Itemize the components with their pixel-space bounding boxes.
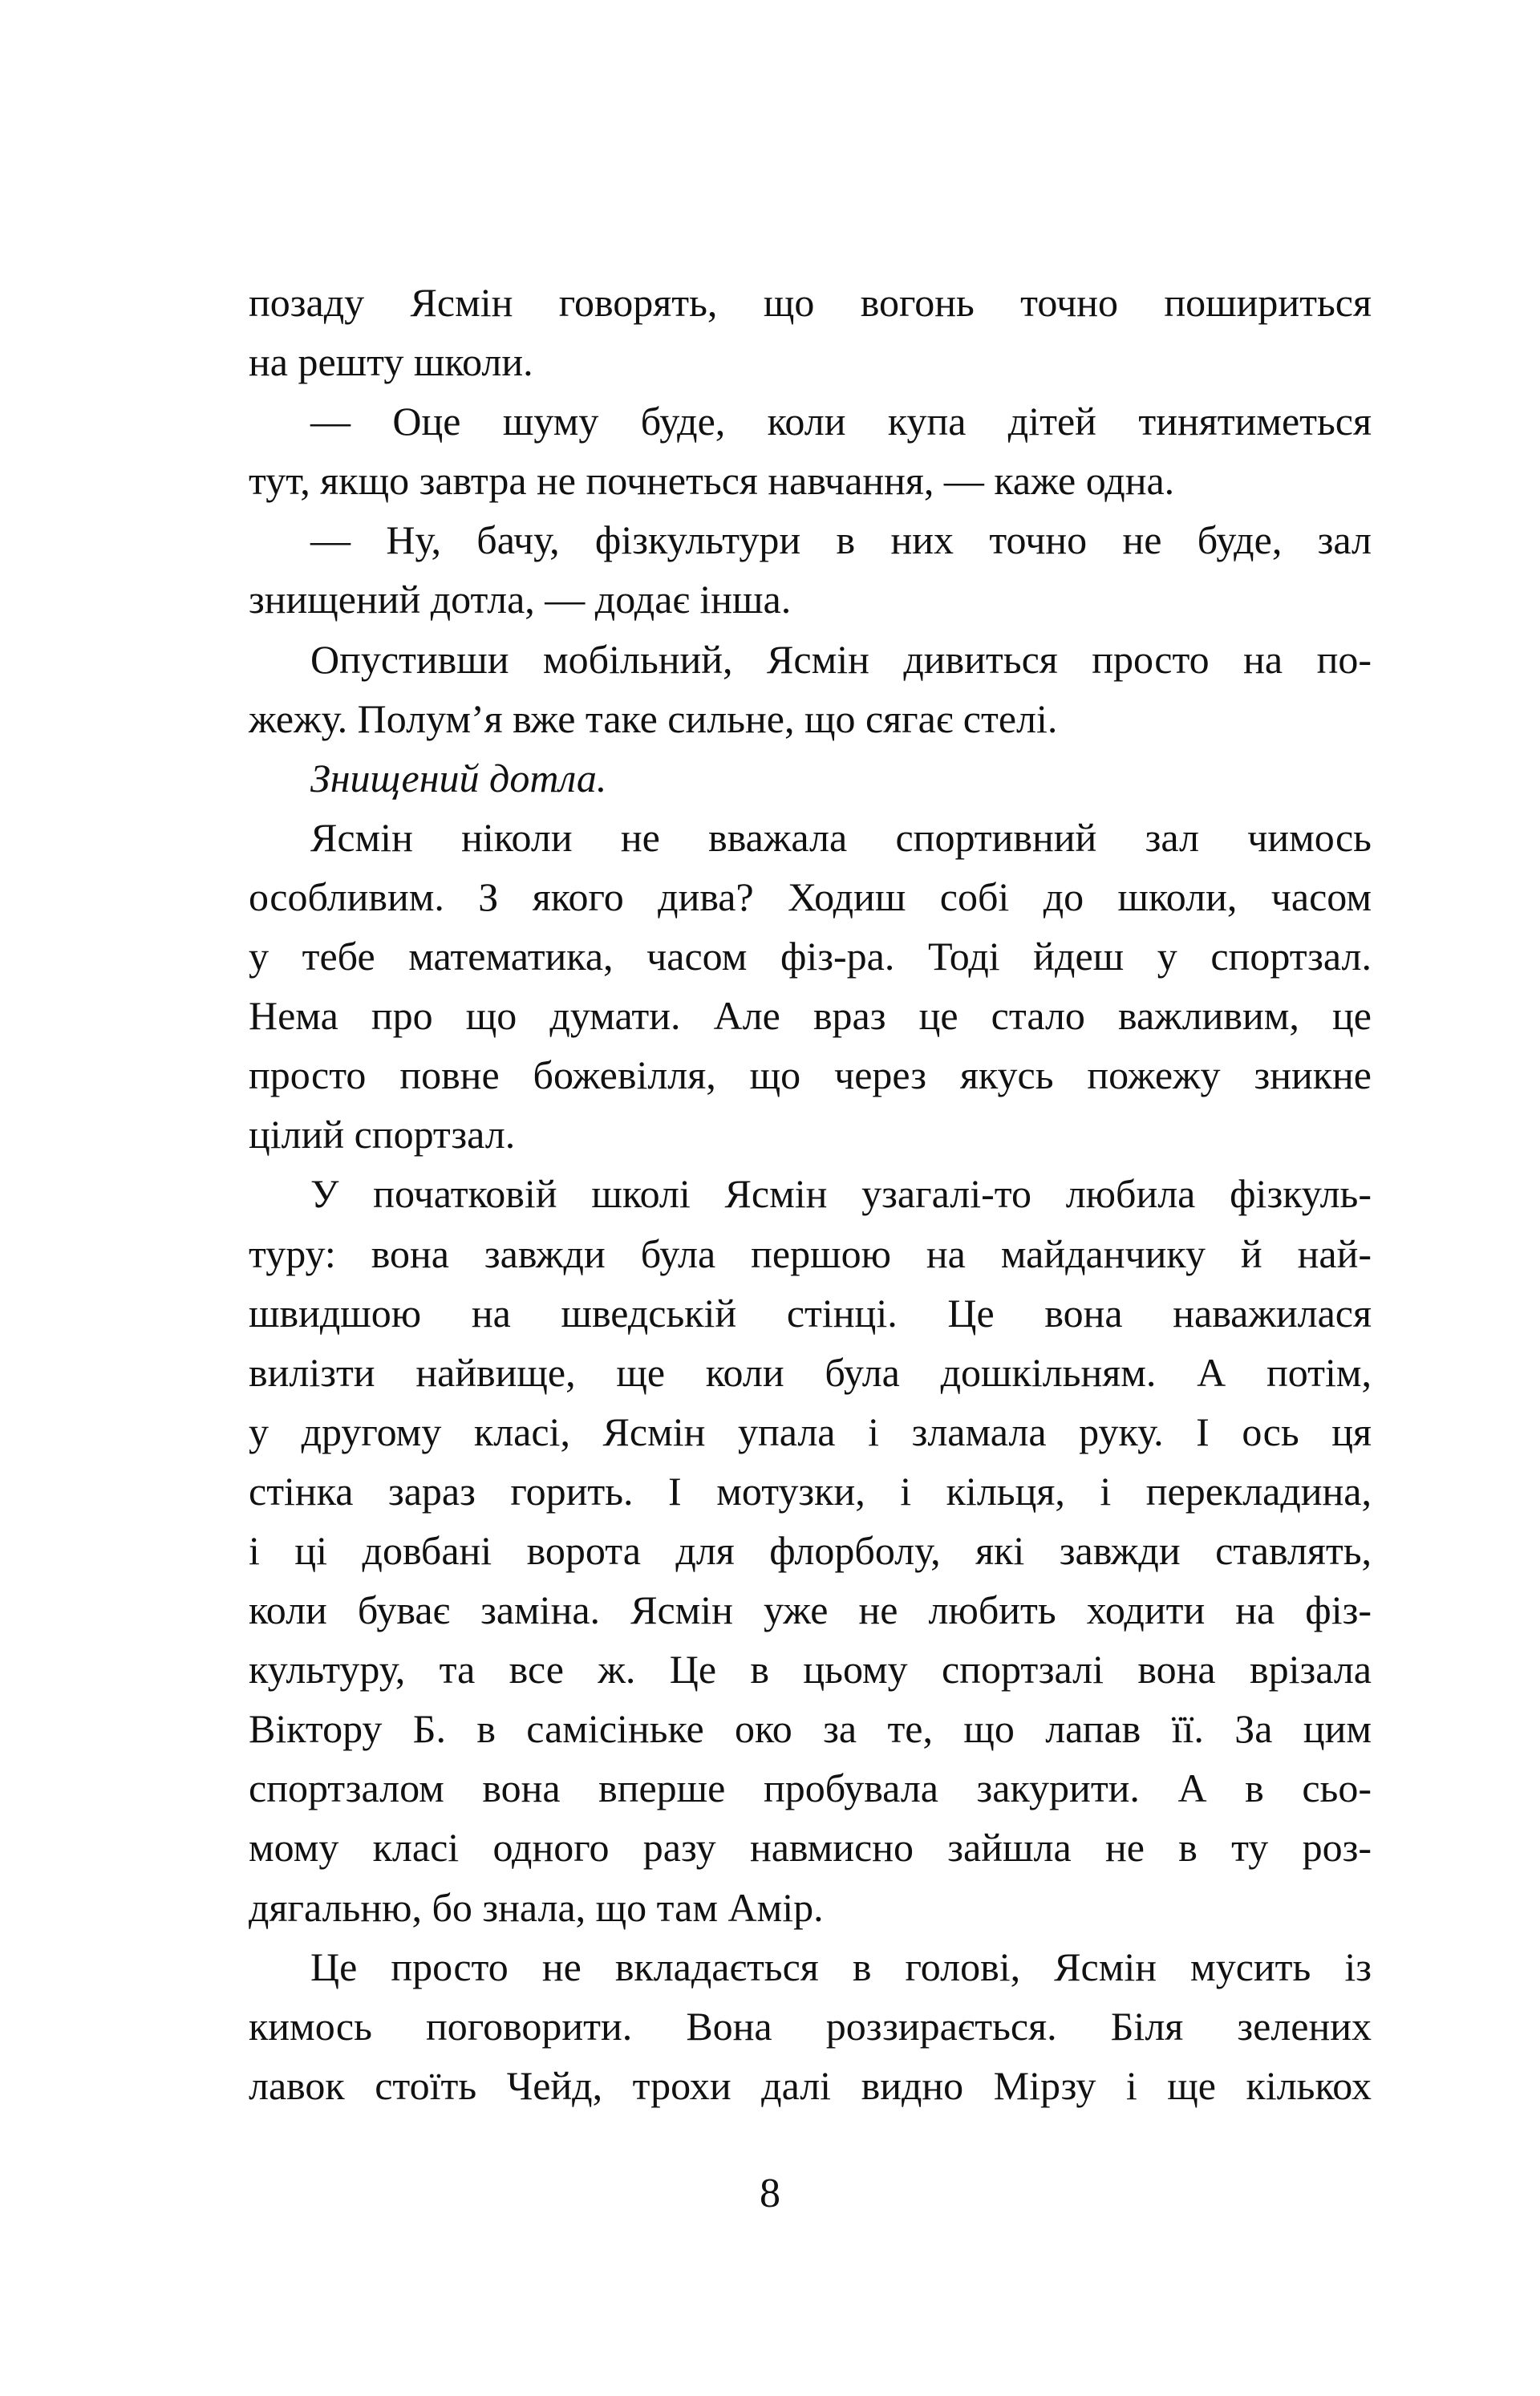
paragraph bbox=[249, 808, 1372, 1165]
text-line: швидшою на шведській стінці. Це вона наважилася bbox=[249, 1290, 1372, 1336]
italic-paragraph bbox=[249, 748, 1372, 808]
body-text bbox=[249, 273, 1372, 2115]
text-line: туру: вона завжди була першою на майданчику й най- bbox=[249, 1230, 1372, 1276]
text-line: вилізти найвище, ще коли була дошкільням. А потім, bbox=[249, 1349, 1372, 1395]
text-line: Віктору Б. в самісіньке око за те, що лапав її. За цим bbox=[249, 1706, 1372, 1752]
text-line: і ці довбані ворота для флорболу, які завжди ставлять, bbox=[249, 1527, 1372, 1573]
text-line: тут, якщо завтра не почнеться навчання, — каже одна. bbox=[249, 458, 1175, 504]
text-line: лавок стоїть Чейд, трохи далі видно Мірзу і ще кількох bbox=[249, 2062, 1372, 2108]
text-line: — Ну, бачу, фізкультури в них точно не буде, зал bbox=[310, 517, 1372, 563]
text-line: у другому класі, Ясмін упала і зламала руку. І ось ця bbox=[249, 1409, 1372, 1454]
text-line: на решту школи. bbox=[249, 339, 533, 385]
text-line: спортзалом вона вперше пробувала закурити. А в сьо- bbox=[249, 1766, 1372, 1811]
text-line: Знищений дотла. bbox=[310, 755, 607, 801]
page-number: 8 bbox=[760, 2171, 780, 2216]
text-line: Нема про що думати. Але враз це стало важливим, це bbox=[249, 993, 1372, 1039]
paragraph bbox=[249, 1937, 1372, 2115]
text-line: стінка зараз горить. І мотузки, і кільця, і перекладина, bbox=[249, 1468, 1372, 1514]
text-line: знищений дотла, — додає інша. bbox=[249, 577, 792, 622]
text-line: дягальню, бо знала, що там Амір. bbox=[249, 1884, 824, 1930]
paragraph bbox=[249, 630, 1372, 748]
paragraph bbox=[249, 391, 1372, 510]
text-line: Ясмін ніколи не вважала спортивний зал чимось bbox=[310, 814, 1372, 860]
paragraph bbox=[249, 273, 1372, 391]
text-line: — Оце шуму буде, коли купа дітей тинятиметься bbox=[310, 399, 1372, 444]
text-line: кимось поговорити. Вона роззирається. Біля зелених bbox=[249, 2003, 1372, 2049]
text-line: цілий спортзал. bbox=[249, 1112, 516, 1157]
text-line: Це просто не вкладається в голові, Ясмін мусить із bbox=[310, 1944, 1372, 1989]
text-line: просто повне божевілля, що через якусь пожежу зникне bbox=[249, 1052, 1372, 1098]
text-line: у тебе математика, часом фіз-ра. Тоді йдеш у спортзал. bbox=[249, 934, 1372, 979]
paragraph bbox=[249, 1164, 1372, 1936]
text-line: мому класі одного разу навмисно зайшла не в ту роз- bbox=[249, 1825, 1372, 1871]
text-line: коли буває заміна. Ясмін уже не любить ходити на фіз- bbox=[249, 1587, 1372, 1633]
text-line: культуру, та все ж. Це в цьому спортзалі вона врізала bbox=[249, 1647, 1372, 1693]
text-line: позаду Ясмін говорять, що вогонь точно пошириться bbox=[249, 280, 1372, 325]
text-line: У початковій школі Ясмін узагалі-то любила фізкуль- bbox=[310, 1171, 1372, 1217]
text-line: жежу. Полум’я вже таке сильне, що сягає стелі. bbox=[249, 695, 1058, 741]
paragraph bbox=[249, 510, 1372, 629]
text-line: Опустивши мобільний, Ясмін дивиться просто на по- bbox=[310, 636, 1372, 682]
text-line: особливим. З якого дива? Ходиш собі до школи, часом bbox=[249, 874, 1372, 919]
